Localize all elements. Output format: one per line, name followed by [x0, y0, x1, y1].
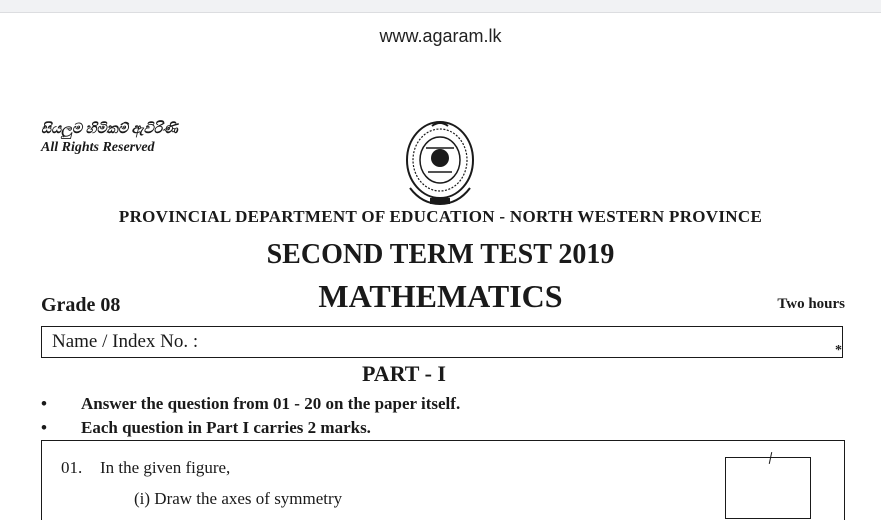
- subject-title: MATHEMATICS: [318, 278, 563, 314]
- rights-notice: [41, 121, 178, 157]
- provincial-emblem-icon: [402, 118, 478, 211]
- instruction-text: Answer the question from 01 - 20 on the paper itself.: [81, 394, 461, 413]
- name-index-field[interactable]: [41, 326, 843, 358]
- department-heading: PROVINCIAL DEPARTMENT OF EDUCATION - NORTH WESTERN PROVINCE: [118, 207, 763, 226]
- instructions-list: [41, 392, 460, 440]
- star-mark: *: [835, 343, 842, 358]
- site-url[interactable]: www.agaram.lk: [379, 26, 502, 46]
- instruction-item: [41, 392, 460, 416]
- question-number: 01.: [61, 458, 83, 477]
- instruction-item: [41, 416, 460, 440]
- bullet-icon: •: [41, 394, 47, 413]
- grade-label: Grade 08: [41, 294, 121, 316]
- question-figure: [725, 457, 811, 519]
- question-box: [41, 440, 845, 520]
- test-title: SECOND TERM TEST 2019: [266, 239, 615, 270]
- question-text: In the given figure,: [100, 458, 231, 477]
- bullet-icon: •: [41, 418, 47, 437]
- rights-english: All Rights Reserved: [41, 140, 155, 155]
- question-subpart: (i) Draw the axes of symmetry: [134, 489, 343, 508]
- duration-label: Two hours: [777, 296, 845, 312]
- name-index-label: Name / Index No. :: [52, 331, 199, 352]
- instruction-text: Each question in Part I carries 2 marks.: [81, 418, 371, 437]
- browser-top-bar: [0, 0, 881, 13]
- rights-sinhala: සියලුම හිමිකම් ඇවිරිණි: [41, 122, 178, 137]
- figure-tick-mark: [769, 452, 772, 464]
- part-heading: PART - I: [362, 361, 446, 386]
